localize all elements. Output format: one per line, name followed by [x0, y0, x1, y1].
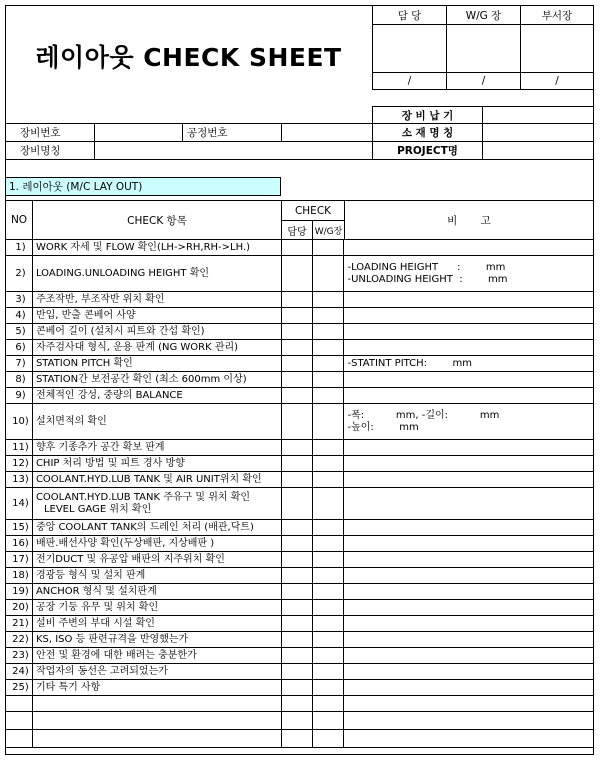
check-wg-cell[interactable]	[312, 440, 344, 456]
note-cell[interactable]	[344, 240, 594, 256]
check-wg-cell[interactable]	[312, 292, 344, 308]
item-label	[32, 292, 281, 308]
item-label-text: LOADING.UNLOADING HEIGHT 확인	[35, 267, 210, 279]
note-cell[interactable]	[344, 664, 594, 680]
check-staff-cell[interactable]	[281, 568, 312, 584]
approval-sign-wg[interactable]	[446, 24, 521, 73]
item-number: 5)	[6, 324, 33, 340]
item-label	[32, 600, 281, 616]
note-cell[interactable]	[344, 324, 594, 340]
note-cell[interactable]	[344, 584, 594, 600]
item-number: 24)	[6, 664, 33, 680]
item-label-text: STATION간 보전공간 확인 (최소 600mm 이상)	[35, 373, 247, 385]
equipment-no-value[interactable]	[94, 123, 183, 142]
check-items-table	[5, 239, 594, 748]
item-label-text: 주조작반, 부조작반 위치 확인	[35, 293, 165, 305]
note-cell[interactable]	[344, 616, 594, 632]
item-label	[32, 632, 281, 648]
approval-header-dept: 부서장	[520, 5, 594, 25]
item-label-text: STATION PITCH 확인	[35, 357, 133, 369]
note-cell[interactable]	[344, 356, 594, 372]
col-header-check-wg: W/G장	[312, 220, 345, 240]
item-label	[32, 356, 281, 372]
note-text-line2: -UNLOADING HEIGHT : mm	[347, 273, 508, 285]
item-label-text: COOLANT.HYD.LUB TANK 주유구 및 위치 확인	[35, 491, 251, 503]
item-label-text: 배판.배선사양 확인(두상배판, 지상배판 )	[35, 537, 215, 549]
item-label-text: CHIP 처리 방법 및 피트 경사 방향	[35, 457, 185, 469]
item-number: 13)	[6, 472, 33, 488]
item-number: 1)	[6, 240, 33, 256]
note-cell[interactable]	[344, 388, 594, 404]
check-staff-cell[interactable]	[281, 340, 312, 356]
item-label	[32, 372, 281, 388]
delivery-label: 장 비 납 기	[372, 106, 483, 124]
approval-sign-dept[interactable]	[520, 24, 594, 73]
item-label	[32, 472, 281, 488]
note-cell[interactable]	[344, 600, 594, 616]
check-staff-cell[interactable]	[281, 404, 312, 440]
check-staff-cell[interactable]	[281, 456, 312, 472]
note-cell[interactable]	[344, 536, 594, 552]
project-label: PROJECT명	[372, 141, 483, 160]
item-label-text: 전체적인 강성, 중량의 BALANCE	[35, 389, 183, 401]
empty-cell[interactable]	[312, 730, 344, 748]
item-label	[32, 568, 281, 584]
empty-cell[interactable]	[281, 730, 312, 748]
item-number: 23)	[6, 648, 33, 664]
check-wg-cell[interactable]	[312, 680, 344, 696]
note-cell[interactable]	[344, 308, 594, 324]
item-label	[32, 388, 281, 404]
item-number: 9)	[6, 388, 33, 404]
note-cell[interactable]	[344, 404, 594, 440]
check-staff-cell[interactable]	[281, 632, 312, 648]
table-row	[6, 600, 594, 616]
col-header-item: CHECK 항목	[32, 200, 282, 240]
table-row	[6, 488, 594, 520]
check-wg-cell[interactable]	[312, 664, 344, 680]
material-label: 소 재 명 칭	[372, 123, 483, 142]
table-row	[6, 308, 594, 324]
item-label-text: 설비 주변의 부대 시설 확인	[35, 617, 155, 629]
check-wg-cell[interactable]	[312, 616, 344, 632]
check-staff-cell[interactable]	[281, 616, 312, 632]
equipment-name-value[interactable]	[94, 141, 373, 160]
check-wg-cell[interactable]	[312, 520, 344, 536]
item-label	[32, 552, 281, 568]
check-wg-cell[interactable]	[312, 324, 344, 340]
check-wg-cell[interactable]	[312, 648, 344, 664]
item-label	[32, 240, 281, 256]
item-number: 7)	[6, 356, 33, 372]
check-staff-cell[interactable]	[281, 356, 312, 372]
item-label-text: 작업자의 동선은 고려되었는가	[35, 665, 168, 677]
empty-cell[interactable]	[312, 712, 344, 730]
table-row	[6, 404, 594, 440]
check-staff-cell[interactable]	[281, 256, 312, 292]
table-row	[6, 472, 594, 488]
note-cell[interactable]	[344, 292, 594, 308]
table-row	[6, 292, 594, 308]
check-sheet	[5, 5, 594, 755]
note-cell[interactable]	[344, 372, 594, 388]
check-staff-cell[interactable]	[281, 584, 312, 600]
check-wg-cell[interactable]	[312, 536, 344, 552]
col-header-note: 비 고	[344, 200, 594, 240]
note-cell[interactable]	[344, 472, 594, 488]
empty-cell[interactable]	[312, 696, 344, 712]
item-number: 2)	[6, 256, 33, 292]
check-wg-cell[interactable]	[312, 600, 344, 616]
item-number: 16)	[6, 536, 33, 552]
item-number: 11)	[6, 440, 33, 456]
note-cell[interactable]	[344, 568, 594, 584]
check-wg-cell[interactable]	[312, 632, 344, 648]
item-number: 14)	[6, 488, 33, 520]
check-staff-cell[interactable]	[281, 472, 312, 488]
approval-date-staff[interactable]: /	[372, 72, 447, 90]
check-staff-cell[interactable]	[281, 600, 312, 616]
table-row	[6, 456, 594, 472]
approval-header-wg: W/G 장	[446, 5, 521, 25]
check-staff-cell[interactable]	[281, 488, 312, 520]
item-number: 19)	[6, 584, 33, 600]
item-label-text: 콘베어 길이 (설치시 피트와 간섭 확인)	[35, 325, 205, 337]
note-text: -STATINT PITCH: mm	[347, 357, 472, 369]
approval-date-wg[interactable]: /	[446, 72, 521, 90]
item-label	[32, 456, 281, 472]
table-row	[6, 356, 594, 372]
note-cell[interactable]	[344, 632, 594, 648]
item-number: 20)	[6, 600, 33, 616]
item-label	[32, 616, 281, 632]
item-label	[32, 340, 281, 356]
note-cell[interactable]	[344, 648, 594, 664]
col-header-check-staff: 담당	[281, 220, 313, 240]
note-text: -LOADING HEIGHT : mm	[347, 261, 506, 273]
table-row	[6, 372, 594, 388]
check-staff-cell[interactable]	[281, 240, 312, 256]
item-label-text-line2: LEVEL GAGE 위치 확인	[43, 503, 152, 515]
table-row	[6, 340, 594, 356]
check-staff-cell[interactable]	[281, 372, 312, 388]
check-wg-cell[interactable]	[312, 552, 344, 568]
check-wg-cell[interactable]	[312, 404, 344, 440]
check-wg-cell[interactable]	[312, 472, 344, 488]
check-items	[5, 239, 594, 755]
item-label	[32, 664, 281, 680]
item-label	[32, 680, 281, 696]
table-row	[6, 648, 594, 664]
check-staff-cell[interactable]	[281, 552, 312, 568]
item-label-text: KS, ISO 등 판련규격을 반영했는가	[35, 633, 189, 645]
note-text: -폭: mm, -길이: mm	[347, 409, 500, 421]
empty-cell[interactable]	[6, 712, 33, 730]
item-label	[32, 404, 281, 440]
empty-cell[interactable]	[6, 696, 33, 712]
table-row	[6, 552, 594, 568]
item-number: 17)	[6, 552, 33, 568]
item-number: 8)	[6, 372, 33, 388]
col-header-no: NO	[5, 200, 33, 240]
table-row	[6, 520, 594, 536]
item-label	[32, 520, 281, 536]
item-label-text: 자주검사대 형식, 운용 판계 (NG WORK 관리)	[35, 341, 239, 353]
item-number: 18)	[6, 568, 33, 584]
check-staff-cell[interactable]	[281, 324, 312, 340]
note-cell[interactable]	[344, 488, 594, 520]
project-value[interactable]	[482, 141, 594, 160]
item-label-text: 향후 기종추가 공간 확보 판계	[35, 441, 165, 453]
item-number: 15)	[6, 520, 33, 536]
equipment-no-label: 장비번호	[5, 123, 95, 142]
approval-date-dept[interactable]: /	[520, 72, 594, 90]
check-wg-cell[interactable]	[312, 388, 344, 404]
check-staff-cell[interactable]	[281, 308, 312, 324]
item-label-text: 기타 특기 사항	[35, 681, 101, 693]
check-staff-cell[interactable]	[281, 664, 312, 680]
check-wg-cell[interactable]	[312, 372, 344, 388]
check-wg-cell[interactable]	[312, 584, 344, 600]
item-label	[32, 324, 281, 340]
approval-sign-staff[interactable]	[372, 24, 447, 73]
table-row	[6, 632, 594, 648]
note-cell[interactable]	[344, 440, 594, 456]
table-row	[6, 256, 594, 292]
check-wg-cell[interactable]	[312, 568, 344, 584]
check-staff-cell[interactable]	[281, 520, 312, 536]
item-label-text: 안전 및 환경에 대한 배려는 충분한가	[35, 649, 197, 661]
item-label-text: 중앙 COOLANT TANK의 드레인 처리 (배관,닥트)	[35, 521, 254, 533]
item-number: 12)	[6, 456, 33, 472]
process-no-label: 공정번호	[182, 123, 282, 142]
table-row	[6, 536, 594, 552]
table-row	[6, 680, 594, 696]
empty-cell[interactable]	[32, 696, 281, 712]
equipment-name-label: 장비명칭	[5, 141, 95, 160]
empty-row	[6, 730, 594, 748]
col-header-check: CHECK	[281, 200, 345, 221]
item-number: 6)	[6, 340, 33, 356]
table-row	[6, 568, 594, 584]
item-number: 3)	[6, 292, 33, 308]
item-label-text: 전기DUCT 및 유공압 배판의 지주위치 확인	[35, 553, 225, 565]
check-staff-cell[interactable]	[281, 536, 312, 552]
process-no-value[interactable]	[281, 123, 373, 142]
section-title: 1. 레이아웃 (M/C LAY OUT)	[5, 177, 281, 196]
check-wg-cell[interactable]	[312, 456, 344, 472]
check-wg-cell[interactable]	[312, 256, 344, 292]
item-label-text: 공장 기둥 유무 및 위치 확인	[35, 601, 159, 613]
check-wg-cell[interactable]	[312, 488, 344, 520]
item-label-text: WORK 자세 및 FLOW 확인(LH->RH,RH->LH.)	[35, 241, 251, 253]
check-wg-cell[interactable]	[312, 240, 344, 256]
empty-row	[6, 696, 594, 712]
empty-cell[interactable]	[281, 696, 312, 712]
check-staff-cell[interactable]	[281, 388, 312, 404]
check-staff-cell[interactable]	[281, 648, 312, 664]
item-number: 21)	[6, 616, 33, 632]
empty-cell[interactable]	[344, 712, 594, 730]
item-label-text: COOLANT.HYD.LUB TANK 및 AIR UNIT위치 확인	[35, 473, 262, 485]
item-label-text: 경광등 형식 및 설치 판계	[35, 569, 146, 581]
item-label-text: 설치면적의 확인	[35, 415, 107, 427]
item-label	[32, 256, 281, 292]
delivery-value[interactable]	[482, 106, 594, 124]
item-label	[32, 308, 281, 324]
item-label	[32, 648, 281, 664]
note-cell[interactable]	[344, 520, 594, 536]
item-number: 22)	[6, 632, 33, 648]
check-wg-cell[interactable]	[312, 356, 344, 372]
material-value[interactable]	[482, 123, 594, 142]
item-number: 10)	[6, 404, 33, 440]
table-row	[6, 240, 594, 256]
check-staff-cell[interactable]	[281, 292, 312, 308]
table-row	[6, 324, 594, 340]
item-label-text: ANCHOR 형식 및 설치판계	[35, 585, 157, 597]
approval-block	[372, 5, 594, 106]
item-label-text: 반입, 반출 콘베어 사양	[35, 309, 136, 321]
approval-header-staff: 담 당	[372, 5, 447, 25]
item-number: 4)	[6, 308, 33, 324]
note-cell[interactable]	[344, 340, 594, 356]
empty-row	[6, 712, 594, 730]
check-wg-cell[interactable]	[312, 340, 344, 356]
item-label	[32, 584, 281, 600]
empty-cell[interactable]	[32, 712, 281, 730]
table-row	[6, 388, 594, 404]
table-row	[6, 664, 594, 680]
note-text-line2: -높이: mm	[347, 421, 419, 433]
item-number: 25)	[6, 680, 33, 696]
note-cell[interactable]	[344, 456, 594, 472]
empty-cell[interactable]	[281, 712, 312, 730]
note-cell[interactable]	[344, 680, 594, 696]
table-row	[6, 584, 594, 600]
item-label	[32, 440, 281, 456]
empty-cell[interactable]	[6, 730, 33, 748]
table-row	[6, 440, 594, 456]
empty-cell[interactable]	[32, 730, 281, 748]
note-cell[interactable]	[344, 256, 594, 292]
empty-cell[interactable]	[344, 730, 594, 748]
check-staff-cell[interactable]	[281, 680, 312, 696]
check-staff-cell[interactable]	[281, 440, 312, 456]
table-row	[6, 616, 594, 632]
empty-cell[interactable]	[344, 696, 594, 712]
item-label	[32, 536, 281, 552]
page-title: 레이아웃 CHECK SHEET	[35, 42, 342, 72]
note-cell[interactable]	[344, 552, 594, 568]
check-wg-cell[interactable]	[312, 308, 344, 324]
item-label	[32, 488, 281, 520]
